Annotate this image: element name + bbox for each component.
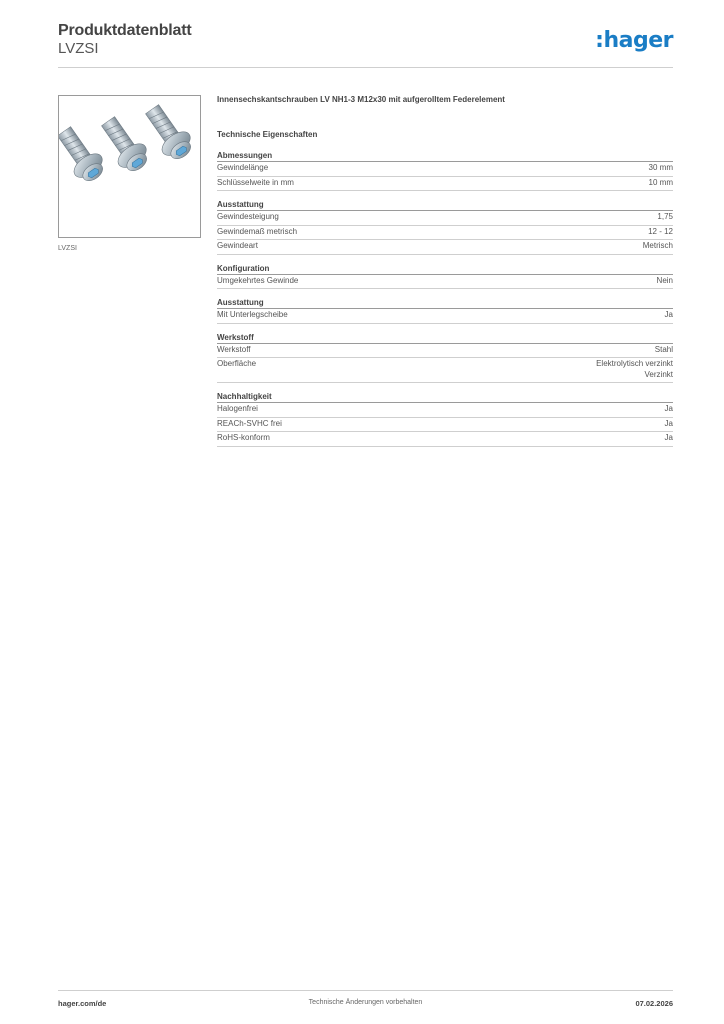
page-footer [58, 990, 673, 1012]
spec-row [217, 418, 673, 433]
spec-row [217, 344, 673, 359]
spec-value: Nein [656, 275, 673, 285]
section-ausstattung [217, 200, 673, 255]
spec-value: 1,75 [657, 212, 673, 221]
section-ausstattung-2 [217, 298, 673, 324]
footer-date: 07.02.2026 [635, 999, 673, 1008]
spec-label: Mit Unterlegscheibe [217, 310, 288, 319]
spec-label: Umgekehrtes Gewinde [217, 275, 299, 285]
spec-label: Schlüsselweite in mm [217, 177, 294, 187]
spec-label: Gewindelänge [217, 163, 269, 172]
spec-label: Gewindemaß metrisch [217, 226, 298, 236]
product-image [58, 95, 201, 238]
spec-label: Gewindesteigung [217, 212, 279, 221]
spec-value: Ja [664, 404, 673, 413]
spec-row [217, 162, 673, 177]
product-title: Innensechskantschrauben LV NH1-3 M12x30 mit aufgerolltem Federelement [217, 95, 505, 104]
spec-value: Ja [664, 433, 673, 442]
image-caption: LVZSI [58, 245, 77, 252]
spec-label: Gewindeart [217, 241, 258, 250]
spec-value: 30 mm [648, 163, 673, 172]
spec-row [217, 403, 673, 418]
spec-label: REACh-SVHC frei [217, 418, 282, 428]
spec-row [217, 240, 673, 255]
spec-value: 12 - 12 [648, 226, 673, 236]
section-abmessungen [217, 151, 673, 191]
section-title: Ausstattung [217, 200, 673, 211]
footer-disclaimer: Technische Änderungen vorbehalten [308, 999, 423, 1006]
spec-row [217, 211, 673, 226]
document-subtitle: LVZSI [58, 40, 99, 57]
document-title: Produktdatenblatt [58, 22, 192, 39]
page-header [58, 20, 673, 68]
section-nachhaltigkeit [217, 392, 673, 447]
section-title: Konfiguration [217, 264, 673, 275]
section-konfiguration [217, 264, 673, 290]
spec-value: Ja [664, 418, 673, 428]
spec-value: 10 mm [648, 177, 673, 187]
spec-row [217, 358, 673, 383]
spec-label: Werkstoff [217, 344, 251, 354]
spec-label: Oberfläche [217, 359, 257, 368]
spec-row [217, 309, 673, 324]
footer-website-link[interactable]: hager.com/de [58, 999, 107, 1008]
spec-row [217, 275, 673, 290]
spec-value: Metrisch [642, 241, 673, 250]
spec-label: Halogenfrei [217, 404, 258, 413]
section-title: Abmessungen [217, 151, 673, 162]
section-title: Nachhaltigkeit [217, 392, 673, 403]
screws-illustration-icon [59, 96, 200, 237]
hager-logo: :hager [595, 28, 673, 53]
spec-label: RoHS-konform [217, 433, 270, 442]
spec-value: Elektrolytisch verzinkt Verzinkt [596, 359, 673, 379]
technical-properties-heading: Technische Eigenschaften [217, 130, 318, 139]
spec-row [217, 226, 673, 241]
spec-row [217, 177, 673, 192]
section-werkstoff [217, 333, 673, 384]
specifications-panel [217, 95, 673, 447]
spec-row [217, 432, 673, 447]
section-title: Ausstattung [217, 298, 673, 309]
section-title: Werkstoff [217, 333, 673, 344]
spec-value: Ja [664, 310, 673, 319]
spec-value: Stahl [654, 344, 673, 354]
